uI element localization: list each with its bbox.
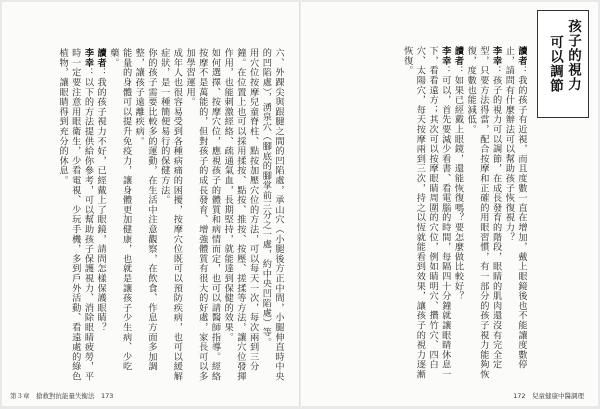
qa-role: 李幸 — [82, 48, 94, 68]
right-page-footer: 172 兒童健康中醫調理 — [513, 392, 584, 400]
qa-item: 讀者：如果已經戴上眼鏡，還能恢復嗎？要怎麼做比較好？ — [452, 46, 464, 301]
qa-role: 讀者 — [95, 48, 107, 68]
qa-text: 孩子的視力可以調節，在成長發育的階段，眼睛的肌肉還沒有完全定型，只要方法得當，配合按摩和正確的用眼習慣，有一部分的孩子視力能夠恢復，度數也能減低。 — [465, 46, 502, 380]
left-page-body — [14, 48, 284, 388]
qa-role: 李幸 — [490, 46, 502, 66]
left-paragraph: 你的孩子需要比較多的運動，在生活中注意觀察，在飲食、作息方面多加調整，讓孩子遠離疾病。 — [133, 48, 157, 372]
right-page-body — [307, 46, 527, 386]
qa-item: 李幸：以下的方法提供給你參考，可以幫助孩子保護視力、消除眼睛疲勞，平時一定要注意用眼衛生，少看電視、少玩手機，多到戶外活動、看遠處的綠色植物，讓眼睛得到充分的休息。 — [57, 48, 94, 382]
left-page — [2, 2, 299, 406]
left-paragraph: 六、外踝尖與跟腱之間的凹陷處，承山穴（小腿後方正中間，小腿伸直時中央的凹陷處），湧泉穴（腳底的腳掌前三分之一處，約中央凹陷處）等。 — [260, 48, 284, 382]
left-page-footer: 第３章 搶救對抗能量失衡法 173 — [10, 392, 114, 400]
qa-role: 讀者 — [452, 46, 464, 66]
qa-role: 李幸 — [439, 46, 451, 66]
right-page — [301, 2, 598, 406]
qa-item: 李幸：孩子的視力可以調節，在成長發育的階段，眼睛的肌肉還沒有完全定型，只要方法得當，配合按摩和正確的用眼習慣，有一部分的孩子視力能夠恢復，度數也能減低。 — [465, 46, 502, 380]
qa-text: 如果已經戴上眼鏡，還能恢復嗎？要怎麼做比較好？ — [452, 75, 464, 301]
left-paragraph: 用穴位按摩兒童脊柱、點按加壓穴位的方法，可以每天一次，每次兩到三分鐘。在位置上也可以採用揉按、點按、推按、按壓、搓揉等方法，讓穴位發揮作用，也能刺激經絡、疏通氣血，長期堅持，就能達到保健的效果。 — [222, 48, 259, 382]
qa-item: 李幸：可以，首先要減少看書、看電腦的時間，每隔四十分鐘就讓眼睛休息一下，看看遠方；其次可以按摩眼睛周圍的穴位，例如睛明穴、攢竹穴、四白穴、太陽穴，每天按摩兩到三次，持之以恆就能看到效果，讓孩子的視力逐漸恢復。 — [401, 46, 451, 380]
qa-item: 讀者：我的孩子視力不好，已經戴上了眼鏡，請問怎樣保護眼睛？ — [95, 48, 107, 333]
qa-text: 以下的方法提供給你參考，可以幫助孩子保護視力、消除眼睛疲勞，平時一定要注意用眼衛生，少看電視、少玩手機，多到戶外活動、看遠處的綠色植物，讓眼睛得到充分的休息。 — [57, 48, 94, 382]
section-title-box — [537, 10, 589, 118]
left-paragraph: 成年人也很容易受到各種病痛的困擾，按摩穴位既可以預防疾病，也可以緩解症狀，是一種簡便易行的保健方法。 — [158, 48, 183, 382]
qa-text: 可以，首先要減少看書、看電腦的時間，每隔四十分鐘就讓眼睛休息一下，看看遠方；其次可以按摩眼睛周圍的穴位，例如睛明穴、攢竹穴、四白穴、太陽穴，每天按摩兩到三次，持之以恆就能看到效果，讓孩子的視力逐漸恢復。 — [401, 46, 451, 380]
qa-text: 我的孩子視力不好，已經戴上了眼鏡，請問怎樣保護眼睛？ — [95, 77, 107, 333]
left-paragraph: 如何選擇、按摩穴位，應視孩子的體質和病情而定，也可以請醫師指導。經絡按摩不是萬能的，但對孩子的成長發育、增強體質有很大的好處，家長可以多加學習運用。 — [184, 48, 221, 382]
section-title-line2: 可以調節 — [547, 35, 563, 93]
qa-text: 我的孩子有近視，而且度數一直在增加，戴上眼鏡後也不能讓度數停止，請問有什麼辦法可以幫助孩子恢復視力？ — [503, 46, 527, 370]
left-paragraph: 能量的身體可以提升免疫力，讓身體更加健康，也就是讓孩子少生病、少吃藥。 — [107, 48, 132, 372]
qa-item: 讀者：我的孩子有近視，而且度數一直在增加，戴上眼鏡後也不能讓度數停止，請問有什麼辦法可以幫助孩子恢復視力？ — [503, 46, 527, 370]
qa-role: 讀者 — [516, 46, 527, 66]
section-title-line1: 孩子的視力 — [565, 19, 581, 92]
